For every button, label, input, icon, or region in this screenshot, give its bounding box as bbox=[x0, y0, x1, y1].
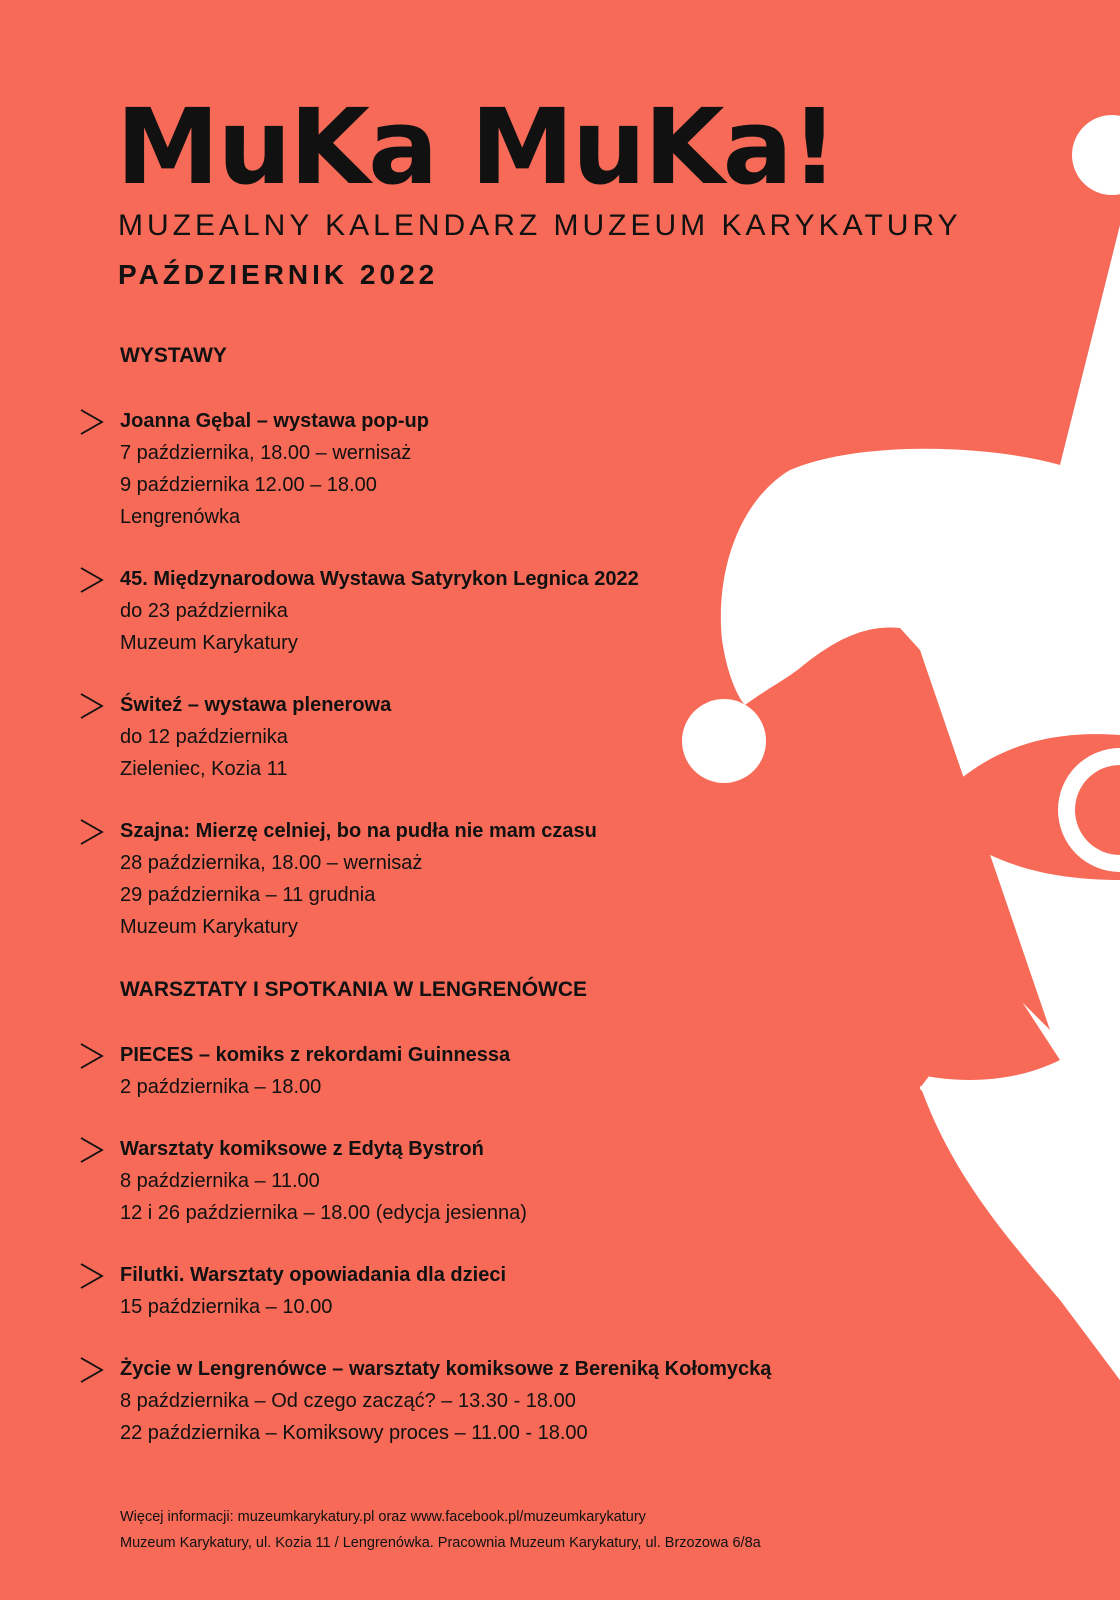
arrow-icon bbox=[80, 819, 104, 845]
event-title: Joanna Gębal – wystawa pop-up bbox=[120, 410, 429, 432]
event-detail: 9 października 12.00 – 18.00 bbox=[120, 474, 377, 496]
event-title: PIECES – komiks z rekordami Guinnessa bbox=[120, 1044, 511, 1066]
event-detail: do 23 października bbox=[120, 600, 288, 622]
event-title: Świteź – wystawa plenerowa bbox=[120, 694, 392, 716]
event-title: Filutki. Warsztaty opowiadania dla dzieci bbox=[120, 1264, 506, 1286]
page-subtitle: MUZEALNY KALENDARZ MUZEUM KARYKATURY bbox=[118, 209, 962, 242]
month-label: PAŹDZIERNIK 2022 bbox=[118, 259, 439, 290]
event-detail: Muzeum Karykatury bbox=[120, 632, 298, 654]
footer-address-line: Muzeum Karykatury, ul. Kozia 11 / Lengrenówka. Pracownia Muzeum Karykatury, ul. Brzozowa 6/8a bbox=[120, 1535, 761, 1551]
event-detail: 12 i 26 października – 18.00 (edycja jesienna) bbox=[120, 1202, 527, 1224]
event-title: Szajna: Mierzę celniej, bo na pudła nie mam czasu bbox=[120, 820, 597, 842]
event-detail: 8 października – 11.00 bbox=[120, 1170, 320, 1192]
event-detail: 29 października – 11 grudnia bbox=[120, 884, 376, 906]
event-detail: 22 października – Komiksowy proces – 11.00 - 18.00 bbox=[120, 1422, 588, 1444]
arrow-icon bbox=[80, 1357, 104, 1383]
arrow-icon bbox=[80, 567, 104, 593]
event-detail: do 12 października bbox=[120, 726, 288, 748]
event-title: 45. Międzynarodowa Wystawa Satyrykon Legnica 2022 bbox=[120, 568, 639, 590]
event-detail: Zieleniec, Kozia 11 bbox=[120, 758, 288, 780]
footer bbox=[120, 1504, 761, 1556]
footer-info-line: Więcej informacji: muzeumkarykatury.pl oraz www.facebook.pl/muzeumkarykatury bbox=[120, 1509, 646, 1525]
event-detail: 8 października – Od czego zacząć? – 13.30 - 18.00 bbox=[120, 1390, 576, 1412]
section-heading-workshops: WARSZTATY I SPOTKANIA W LENGRENÓWCE bbox=[120, 978, 588, 1001]
event-detail: Lengrenówka bbox=[120, 506, 241, 528]
event-detail: 28 października, 18.00 – wernisaż bbox=[120, 852, 423, 874]
event-title: Warsztaty komiksowe z Edytą Bystroń bbox=[120, 1138, 484, 1160]
event-title: Życie w Lengrenówce – warsztaty komiksowe z Bereniką Kołomycką bbox=[120, 1358, 772, 1380]
event-detail: Muzeum Karykatury bbox=[120, 916, 298, 938]
arrow-icon bbox=[80, 693, 104, 719]
arrow-icon bbox=[80, 1137, 104, 1163]
section-heading-exhibitions: WYSTAWY bbox=[120, 344, 227, 367]
arrow-icon bbox=[80, 409, 104, 435]
event-detail: 15 października – 10.00 bbox=[120, 1296, 333, 1318]
arrow-icon bbox=[80, 1043, 104, 1069]
event-detail: 2 października – 18.00 bbox=[120, 1076, 322, 1098]
page-title: MuKa MuKa! bbox=[116, 86, 837, 208]
event-detail: 7 października, 18.00 – wernisaż bbox=[120, 442, 412, 464]
arrow-icon bbox=[80, 1263, 104, 1289]
